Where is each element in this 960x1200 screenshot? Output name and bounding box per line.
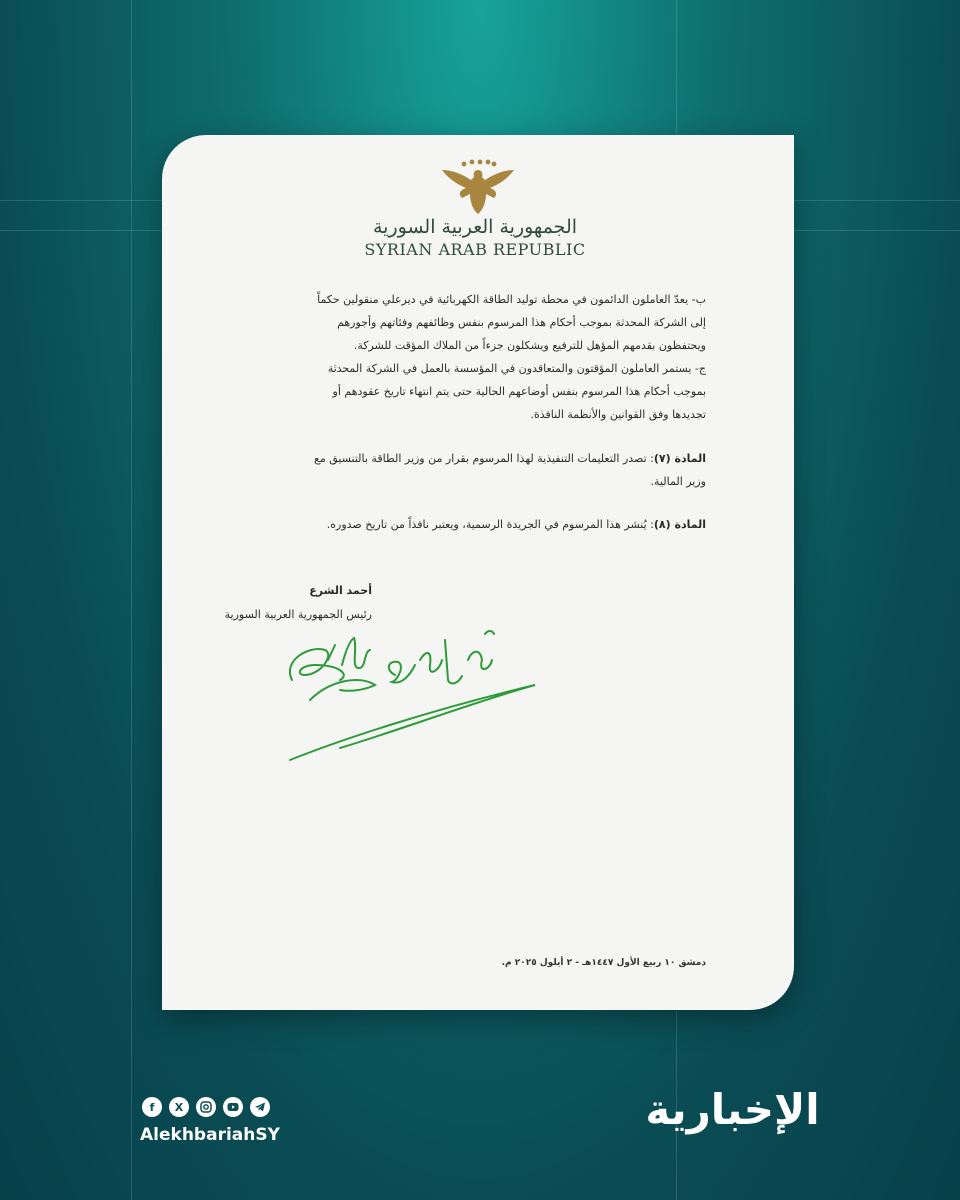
text-line: تجديدها وفق القوانين والأنظمة النافذة. bbox=[530, 408, 706, 421]
text-line: ب- يعدّ العاملون الدائمون في محطة توليد الطاقة الكهربائية في ديرعلي منقولين حكماً bbox=[317, 293, 706, 306]
article-7 bbox=[278, 447, 706, 493]
youtube-icon[interactable] bbox=[223, 1097, 243, 1117]
instagram-icon[interactable] bbox=[196, 1097, 216, 1117]
x-icon[interactable]: X bbox=[169, 1097, 189, 1117]
eagle-emblem-icon bbox=[440, 158, 516, 216]
clause-b bbox=[278, 288, 706, 357]
signature-icon bbox=[280, 620, 550, 780]
republic-name-arabic: الجمهورية العربية السورية bbox=[372, 216, 578, 238]
clause-c bbox=[278, 357, 706, 426]
brand-logo: الإخبارية bbox=[645, 1085, 820, 1134]
text-line: إلى الشركة المحدثة بموجب أحكام هذا المرسوم بنفس وظائفهم وفئاتهم وأجورهم bbox=[337, 316, 706, 329]
decree-document bbox=[162, 135, 794, 1010]
article-8 bbox=[278, 513, 706, 536]
signer-name: أحمد الشرع bbox=[309, 584, 372, 597]
date-line: دمشق ١٠ ربيع الأول ١٤٤٧هـ - ٢ أيلول ٢٠٢٥ م. bbox=[501, 958, 706, 968]
text-line: وزير المالية. bbox=[650, 475, 706, 488]
text-line: ويحتفظون بقدمهم المؤهل للترفيع ويشكلون جزءاً من الملاك المؤقت للشركة. bbox=[353, 339, 706, 352]
republic-name-english: SYRIAN ARAB REPUBLIC bbox=[364, 240, 586, 259]
social-handle: AlekhbariahSY bbox=[140, 1125, 280, 1145]
text-line bbox=[278, 513, 706, 536]
text-line bbox=[278, 447, 706, 470]
text-line: بموجب أحكام هذا المرسوم بنفس أوضاعهم الحالية حتى يتم انتهاء تاريخ عقودهم أو bbox=[332, 385, 706, 398]
article-label: المادة (٧) bbox=[653, 452, 706, 465]
social-icons bbox=[142, 1097, 270, 1117]
article-text: : تصدر التعليمات التنفيذية لهذا المرسوم بقرار من وزير الطاقة بالتنسيق مع bbox=[313, 452, 654, 465]
text-line: ج- يستمر العاملون المؤقتون والمتعاقدون في المؤسسة بالعمل في الشركة المحدثة bbox=[327, 362, 706, 375]
article-text: : يُنشر هذا المرسوم في الجريدة الرسمية، ويعتبر نافذاً من تاريخ صدوره. bbox=[326, 518, 654, 531]
facebook-icon[interactable]: f bbox=[142, 1097, 162, 1117]
signer-title: رئيس الجمهورية العربية السورية bbox=[224, 608, 372, 621]
article-label: المادة (٨) bbox=[653, 518, 706, 531]
telegram-icon[interactable] bbox=[250, 1097, 270, 1117]
grid-line bbox=[131, 0, 132, 1200]
